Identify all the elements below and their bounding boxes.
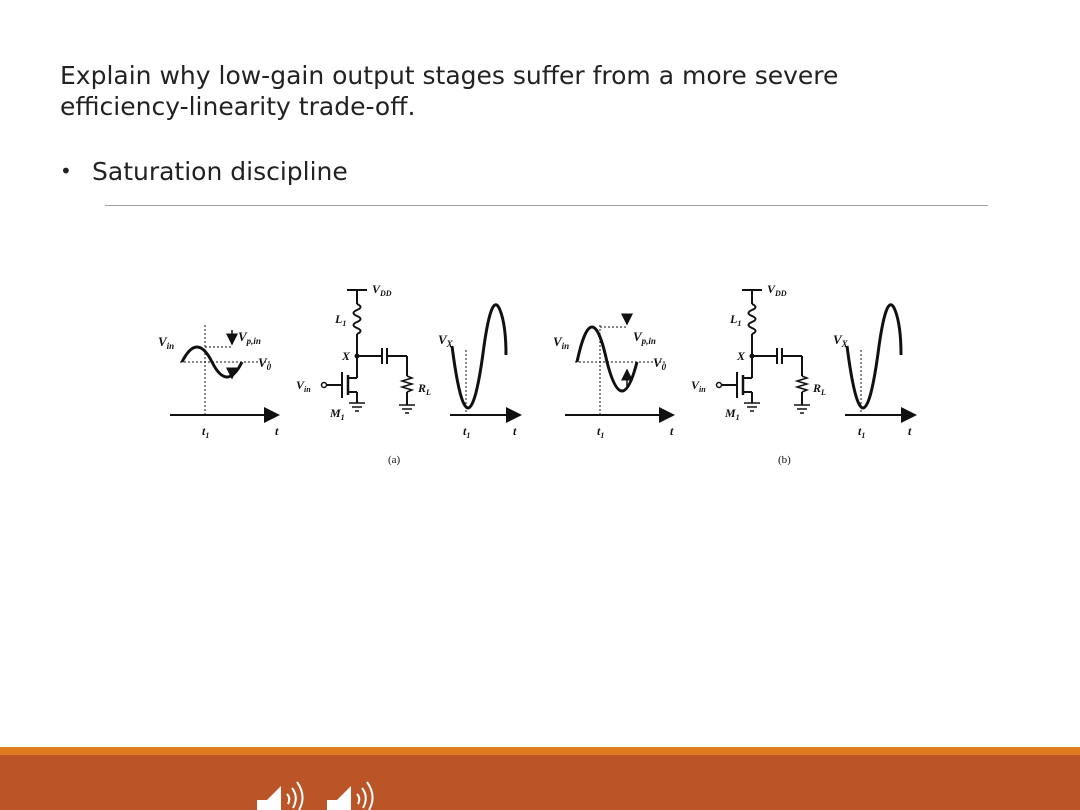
vin-gate-label-b: $V_{in}$ [691,378,706,394]
v0-label: $V_0$ [258,355,272,372]
speaker-icon[interactable] [325,778,385,810]
bullet-dot: • [60,159,72,183]
t-out-label: t [513,424,517,438]
vdd-label-b: $V_{DD}$ [767,282,787,298]
x-node-label-b: X [737,349,746,363]
vin-label: $V_{in}$ [158,334,175,351]
l1-label-b: $L_1$ [730,312,742,328]
footer-accent-bar [0,747,1080,755]
circuit-a [296,282,431,422]
l1-label: $L_1$ [335,312,347,328]
speaker-icon[interactable] [255,778,315,810]
vpin-label-b: $V_{p,in}$ [633,329,656,346]
t1-out-label-b: $t_1$ [858,424,866,440]
m1-label-b: $M_1$ [725,406,740,422]
panel-a [158,282,520,466]
input-waveform-a [158,325,279,440]
vin-label-b: $V_{in}$ [553,334,570,351]
vx-label-b: $V_X$ [833,332,848,349]
t-out-label-b: t [908,424,912,438]
rl-label-b: $R_L$ [813,381,826,397]
caption-a: (a) [388,454,401,466]
t1-out-label: $t_1$ [463,424,471,440]
x-node-label: X [342,349,351,363]
bullet-text: Saturation discipline [92,157,348,186]
input-waveform-b [553,314,674,440]
m1-label: $M_1$ [330,406,345,422]
t1-label: $t_1$ [202,424,210,440]
t1-label-b: $t_1$ [597,424,605,440]
circuit-diagram [150,270,930,480]
footer-bar [0,755,1080,810]
output-waveform-b [833,305,915,440]
slide-question: Explain why low-gain output stages suffer from a more severe efficiency-linearity trade-off. [60,61,839,121]
output-waveform-a [438,305,520,440]
bullet-item [60,156,348,187]
rl-label: $R_L$ [418,381,431,397]
vdd-label: $V_{DD}$ [372,282,392,298]
t-label: t [275,424,279,438]
vx-label: $V_X$ [438,332,453,349]
vin-gate-label: $V_{in}$ [296,378,311,394]
t-label-b: t [670,424,674,438]
v0-label-b: $V_0$ [653,355,667,372]
vpin-label: $V_{p,in}$ [238,329,261,346]
circuit-b [691,282,826,422]
circuit-figure [150,270,930,480]
panel-b [553,282,915,466]
caption-b: (b) [778,454,791,466]
divider-line [105,205,988,206]
